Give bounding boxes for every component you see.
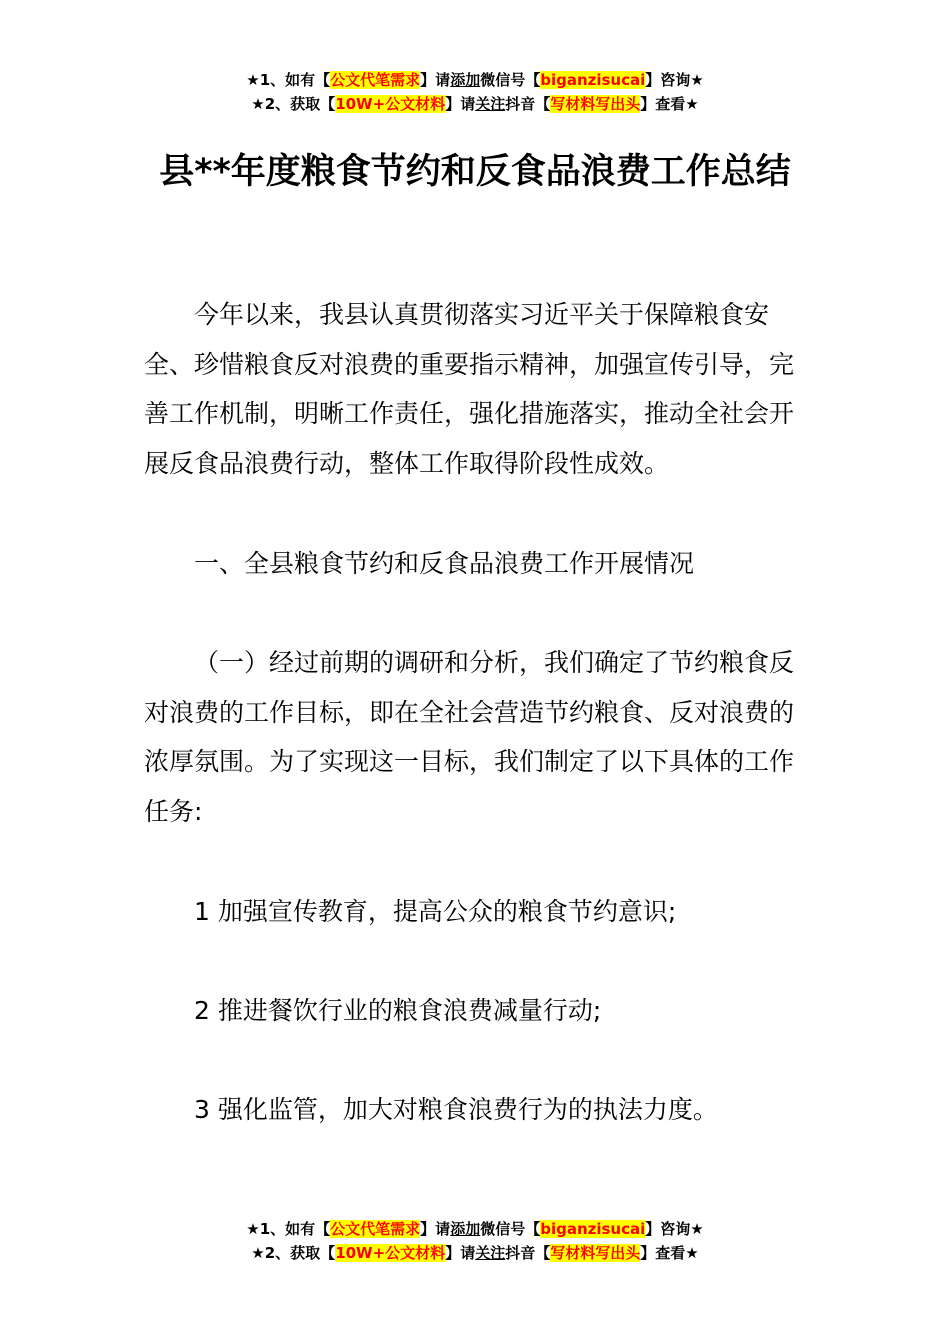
promo-line-1-emphasis-bottom: 添加 <box>450 1220 481 1238</box>
promo-line-1-middle-bottom: 】请 <box>420 1220 451 1238</box>
section-heading-1: 一、全县粮食节约和反食品浪费工作开展情况 <box>194 549 695 578</box>
promo-line-1-highlight-service-bottom: 公文代笔需求 <box>330 1220 421 1238</box>
promo-line-1-highlight-wechat: biganzisucai <box>540 71 646 89</box>
promo-line-2 <box>0 92 950 116</box>
promo-line-2-bottom <box>0 1241 950 1265</box>
promo-line-1-middle-2-bottom: 微信号【 <box>480 1220 541 1238</box>
promo-line-2-emphasis: 关注 <box>475 95 506 113</box>
promo-line-2-middle-2-bottom: 抖音【 <box>505 1244 551 1262</box>
promo-line-2-middle-bottom: 】请 <box>445 1244 476 1262</box>
promo-line-2-prefix: ★2、获取【 <box>251 95 336 113</box>
promo-line-2-highlight-douyin-bottom: 写材料写出头 <box>550 1244 641 1262</box>
promo-line-1-bottom <box>0 1217 950 1241</box>
promo-line-1-prefix-bottom: ★1、如有【 <box>246 1220 331 1238</box>
promo-banner-bottom <box>0 1217 950 1265</box>
promo-line-1-suffix: 】咨询★ <box>645 71 704 89</box>
intro-paragraph: 今年以来，我县认真贯彻落实习近平关于保障粮食安全、珍惜粮食反对浪费的重要指示精神，加强宣传引导，完善工作机制，明晰工作责任，强化措施落实，推动全社会开展反食品浪费行动，整体工作取得阶段性成效。 <box>144 300 795 478</box>
promo-line-1-suffix-bottom: 】咨询★ <box>645 1220 704 1238</box>
promo-line-1 <box>0 68 950 92</box>
task-item-1: 1 加强宣传教育，提高公众的粮食节约意识; <box>194 897 677 926</box>
promo-line-1-highlight-service: 公文代笔需求 <box>330 71 421 89</box>
promo-line-1-middle-2: 微信号【 <box>480 71 541 89</box>
promo-line-2-highlight-materials-bottom: 10W+公文材料 <box>335 1244 446 1262</box>
promo-line-1-emphasis: 添加 <box>450 71 481 89</box>
promo-line-2-middle-2: 抖音【 <box>505 95 551 113</box>
promo-line-2-middle: 】请 <box>445 95 476 113</box>
promo-line-2-prefix-bottom: ★2、获取【 <box>251 1244 336 1262</box>
promo-banner-top <box>0 68 950 116</box>
subsection-paragraph-1: （一）经过前期的调研和分析，我们确定了节约粮食反对浪费的工作目标，即在全社会营造节约粮食、反对浪费的浓厚氛围。为了实现这一目标，我们制定了以下具体的工作任务: <box>144 648 795 826</box>
promo-line-2-highlight-materials: 10W+公文材料 <box>335 95 446 113</box>
document-title: 县**年度粮食节约和反食品浪费工作总结 <box>159 152 791 192</box>
task-item-3: 3 强化监管，加大对粮食浪费行为的执法力度。 <box>194 1095 718 1124</box>
promo-line-2-emphasis-bottom: 关注 <box>475 1244 506 1262</box>
promo-line-1-middle: 】请 <box>420 71 451 89</box>
promo-line-2-highlight-douyin: 写材料写出头 <box>550 95 641 113</box>
promo-line-2-suffix: 】查看★ <box>640 95 699 113</box>
promo-line-1-highlight-wechat-bottom: biganzisucai <box>540 1220 646 1238</box>
task-item-2: 2 推进餐饮行业的粮食浪费减量行动; <box>194 996 602 1025</box>
promo-line-1-prefix: ★1、如有【 <box>246 71 331 89</box>
promo-line-2-suffix-bottom: 】查看★ <box>640 1244 699 1262</box>
